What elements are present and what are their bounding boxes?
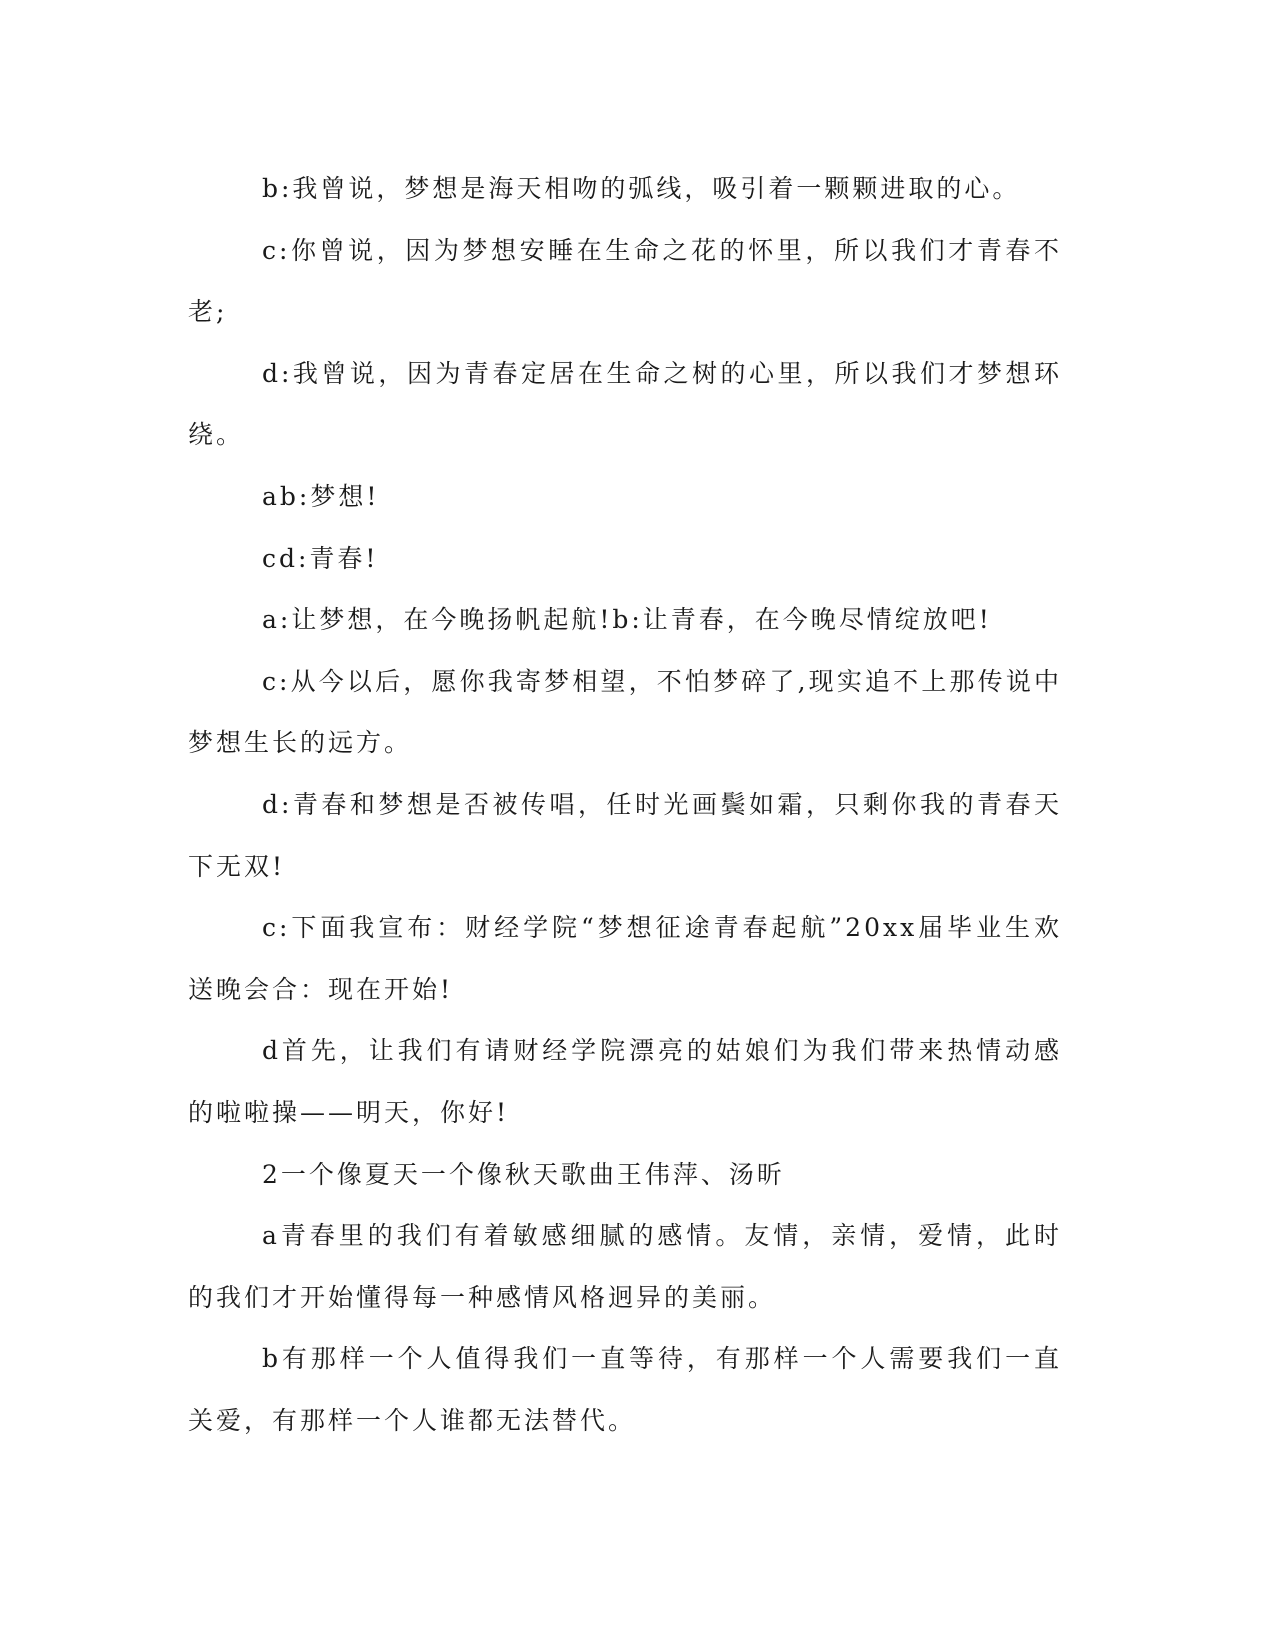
paragraph: b:我曾说，梦想是海天相吻的弧线，吸引着一颗颗进取的心。 [262, 174, 1021, 203]
paragraph: a:让梦想，在今晚扬帆起航!b:让青春，在今晚尽情绽放吧! [262, 605, 992, 635]
paragraph: c:下面我宣布：财经学院“梦想征途青春起航”20xx届毕业生欢送晚会合：现在开始! [188, 913, 1062, 1004]
paragraph: b有那样一个人值得我们一直等待，有那样一个人需要我们一直关爱，有那样一个人谁都无法替代。 [188, 1344, 1062, 1435]
paragraph: c:从今以后，愿你我寄梦相望，不怕梦碎了,现实追不上那传说中梦想生长的远方。 [188, 666, 1062, 758]
paragraph: 2一个像夏天一个像秋天歌曲王伟萍、汤昕 [262, 1159, 785, 1189]
paragraph: d:我曾说，因为青春定居在生命之树的心里，所以我们才梦想环绕。 [188, 358, 1062, 450]
paragraph: ab:梦想! [262, 481, 380, 511]
paragraph: cd:青春! [262, 543, 379, 573]
paragraph: a青春里的我们有着敏感细腻的感情。友情，亲情，爱情，此时的我们才开始懂得每一种感情风格迥异的美丽。 [188, 1221, 1062, 1312]
document-body [188, 158, 1062, 1451]
paragraph: c:你曾说，因为梦想安睡在生命之花的怀里，所以我们才青春不老; [188, 235, 1062, 327]
paragraph: d:青春和梦想是否被传唱，任时光画鬓如霜，只剩你我的青春天下无双! [188, 789, 1062, 881]
paragraph: d首先，让我们有请财经学院漂亮的姑娘们为我们带来热情动感的啦啦操——明天，你好! [188, 1036, 1062, 1127]
